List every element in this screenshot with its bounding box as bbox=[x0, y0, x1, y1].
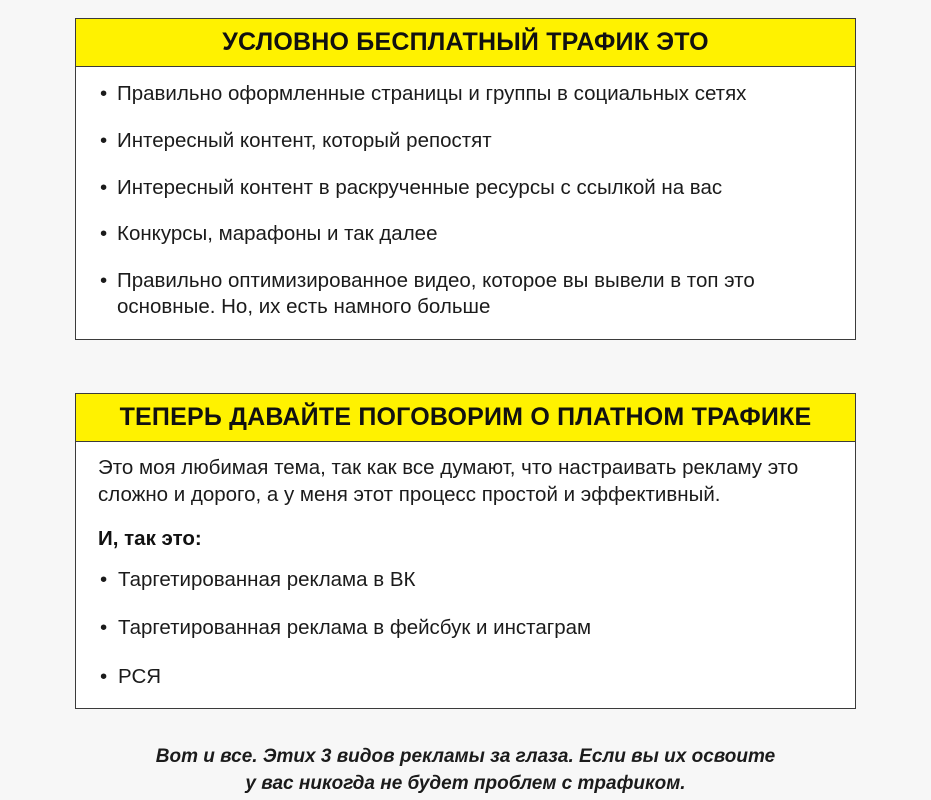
footnote bbox=[75, 743, 856, 798]
bullet-icon: • bbox=[100, 567, 108, 591]
footnote-line-2: у вас никогда не будет проблем с трафиком. bbox=[245, 773, 686, 795]
bullet-icon: • bbox=[100, 82, 108, 106]
list-item-label: Правильно оформленные страницы и группы в социальных сетях bbox=[117, 82, 747, 106]
list-item bbox=[98, 128, 833, 155]
footnote-line-1: Вот и все. Этих 3 видов рекламы за глаза. Если вы их освоите bbox=[155, 745, 776, 767]
bullet-icon: • bbox=[100, 664, 108, 688]
section-divider bbox=[75, 340, 856, 393]
list-item-label: Таргетированная реклама в фейсбук и инстаграм bbox=[118, 616, 592, 640]
list-item bbox=[98, 81, 833, 108]
list-item bbox=[98, 221, 833, 248]
list-item bbox=[98, 567, 833, 594]
bullet-icon: • bbox=[100, 175, 108, 199]
list-item-label: Таргетированная реклама в ВК bbox=[118, 567, 416, 591]
card-paid-traffic-title: ТЕПЕРЬ ДАВАЙТЕ ПОГОВОРИМ О ПЛАТНОМ ТРАФИКЕ bbox=[76, 394, 855, 442]
free-traffic-list bbox=[98, 81, 833, 321]
list-item bbox=[98, 615, 833, 642]
card-paid-traffic-body bbox=[76, 442, 855, 707]
list-item-label: Интересный контент, который репостят bbox=[117, 128, 492, 152]
list-item-label: Правильно оптимизированное видео, которое вы вывели в топ это основные. Но, их есть намного больше bbox=[117, 268, 755, 319]
card-free-traffic-body bbox=[76, 67, 855, 339]
paid-traffic-intro: Это моя любимая тема, так как все думают, что настраивать рекламу это сложно и дорого, а у меня этот процесс простой и эффективный. bbox=[98, 456, 799, 506]
bullet-icon: • bbox=[100, 268, 108, 292]
list-item-label: Конкурсы, марафоны и так далее bbox=[117, 222, 438, 246]
card-paid-traffic bbox=[75, 393, 856, 708]
list-item bbox=[98, 268, 833, 321]
card-free-traffic bbox=[75, 18, 856, 340]
card-free-traffic-title: УСЛОВНО БЕСПЛАТНЫЙ ТРАФИК ЭТО bbox=[76, 19, 855, 67]
paid-traffic-list bbox=[98, 567, 833, 691]
list-item-label: Интересный контент в раскрученные ресурсы с ссылкой на вас bbox=[117, 175, 723, 199]
list-item bbox=[98, 175, 833, 202]
list-item-label: РСЯ bbox=[118, 664, 162, 688]
bullet-icon: • bbox=[100, 222, 108, 246]
paid-traffic-subhead: И, так это: bbox=[98, 526, 202, 550]
list-item bbox=[98, 664, 833, 691]
bullet-icon: • bbox=[100, 616, 108, 640]
bullet-icon: • bbox=[100, 128, 108, 152]
